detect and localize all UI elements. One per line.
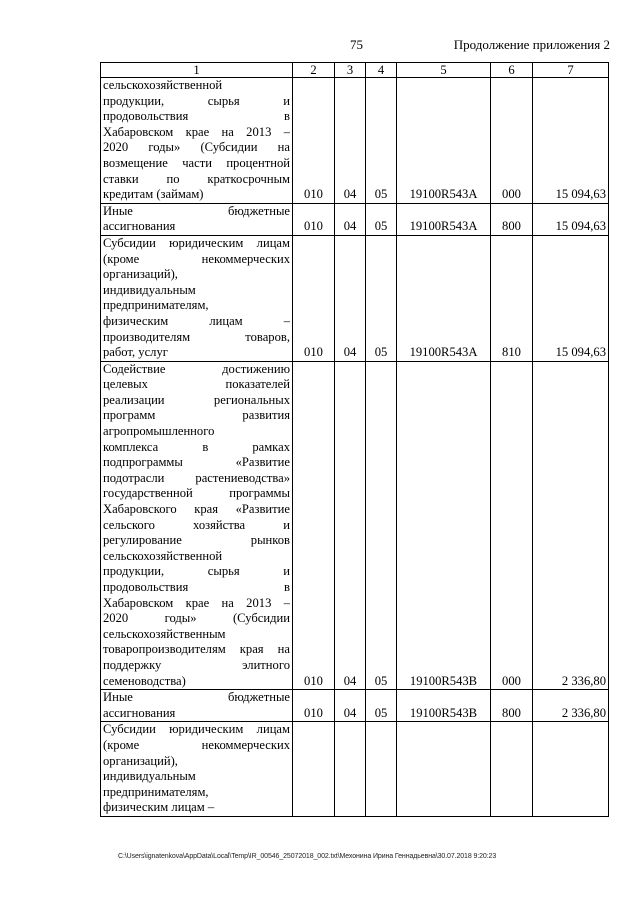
description-line: продукции, сырья и (103, 93, 290, 108)
column-header: 1 (101, 63, 293, 78)
amount-cell: 2 336,80 (533, 361, 609, 689)
description-line: Содействие достижению (103, 361, 290, 376)
description-line: Хабаровского края «Развитие (103, 502, 290, 517)
amount-cell: 15 094,63 (533, 203, 609, 235)
description-line: индивидуальным (103, 769, 196, 784)
description-line: предпринимателям, (103, 298, 209, 313)
column-header: 3 (335, 63, 366, 78)
description-line: агропромышленного (103, 424, 215, 439)
target-article-cell: 19100R543A (397, 235, 491, 361)
page-number: 75 (350, 37, 363, 52)
description-line: работ, услуг (103, 345, 168, 360)
section-code-cell: 04 (335, 78, 366, 204)
ministry-code-cell: 010 (293, 235, 335, 361)
ministry-code-cell: 010 (293, 361, 335, 689)
ministry-code-cell: 010 (293, 203, 335, 235)
description-line: 2020 годы» (Субсидии (103, 611, 290, 626)
description-line: сельскохозяйственной (103, 78, 223, 92)
row-description (101, 361, 293, 689)
description-line: ассигнования (103, 705, 176, 720)
subsection-code-cell: 05 (366, 203, 397, 235)
amount-cell: 2 336,80 (533, 690, 609, 722)
expense-type-cell: 000 (491, 361, 533, 689)
amount-cell: 15 094,63 (533, 78, 609, 204)
description-line: продовольствия в (103, 580, 290, 594)
ministry-code-cell: 010 (293, 690, 335, 722)
expense-type-cell: 800 (491, 203, 533, 235)
description-line: Хабаровском крае на 2013 – (103, 124, 290, 139)
description-line: подпрограммы «Развитие (103, 455, 290, 470)
description-line: сельскохозяйственной (103, 548, 223, 563)
subsection-code-cell (366, 722, 397, 817)
table-header-row (101, 63, 609, 78)
target-article-cell: 19100R543B (397, 361, 491, 689)
table-row (101, 690, 609, 722)
description-line: физическим лицам – (103, 800, 215, 815)
row-description (101, 722, 293, 817)
column-header: 5 (397, 63, 491, 78)
description-line: ставки по краткосрочным (103, 171, 290, 186)
table-row (101, 722, 609, 817)
description-line: возмещение части процентной (103, 155, 290, 170)
table-row (101, 203, 609, 235)
description-line: организаций), (103, 753, 178, 768)
target-article-cell (397, 722, 491, 817)
section-code-cell (335, 722, 366, 817)
section-code-cell: 04 (335, 690, 366, 722)
description-line: Иные бюджетные (103, 690, 290, 705)
description-line: продовольствия в (103, 109, 290, 124)
section-code-cell: 04 (335, 361, 366, 689)
description-line: реализации региональных (103, 392, 290, 407)
column-header: 2 (293, 63, 335, 78)
section-code-cell: 04 (335, 203, 366, 235)
description-line: Хабаровском крае на 2013 – (103, 595, 290, 610)
description-line: Иные бюджетные (103, 203, 290, 218)
description-line: индивидуальным (103, 282, 196, 297)
description-line: подотрасли растениеводства» (103, 470, 290, 485)
amount-cell: 15 094,63 (533, 235, 609, 361)
row-description (101, 235, 293, 361)
description-line: производителям товаров, (103, 329, 290, 344)
amount-cell (533, 722, 609, 817)
description-line: поддержку элитного (103, 657, 290, 672)
ministry-code-cell (293, 722, 335, 817)
table-row (101, 235, 609, 361)
subsection-code-cell: 05 (366, 78, 397, 204)
column-header: 4 (366, 63, 397, 78)
description-line: физическим лицам – (103, 313, 290, 328)
row-description (101, 78, 293, 204)
expense-type-cell: 800 (491, 690, 533, 722)
appendix-continuation-note: Продолжение приложения 2 (453, 37, 610, 52)
description-line: семеноводства) (103, 673, 186, 688)
section-code-cell: 04 (335, 235, 366, 361)
expense-type-cell: 000 (491, 78, 533, 204)
description-line: Субсидии юридическим лицам (103, 722, 290, 737)
description-line: программ развития (103, 408, 290, 423)
expense-type-cell: 810 (491, 235, 533, 361)
description-line: (кроме некоммерческих (103, 737, 290, 752)
column-header: 7 (533, 63, 609, 78)
row-description (101, 203, 293, 235)
subsection-code-cell: 05 (366, 690, 397, 722)
target-article-cell: 19100R543A (397, 203, 491, 235)
column-header: 6 (491, 63, 533, 78)
description-line: ассигнования (103, 219, 176, 234)
description-line: регулирование рынков (103, 533, 290, 548)
file-path-footer: C:\Users\ignatenkova\AppData\Local\Temp\IR_00546_25072018_002.txt\Мехонина Ирина Геннадьевна\30.07.2018 9:20:23 (118, 853, 497, 860)
description-line: комплекса в рамках (103, 439, 290, 454)
description-line: кредитам (займам) (103, 187, 204, 202)
row-description (101, 690, 293, 722)
description-line: предпринимателям, (103, 784, 209, 799)
budget-table (100, 62, 609, 817)
subsection-code-cell: 05 (366, 361, 397, 689)
target-article-cell: 19100R543B (397, 690, 491, 722)
description-line: сельского хозяйства и (103, 517, 290, 532)
description-line: организаций), (103, 267, 178, 282)
description-line: (кроме некоммерческих (103, 251, 290, 266)
description-line: товаропроизводителям края на (103, 642, 290, 657)
description-line: государственной программы (103, 486, 290, 501)
table-row (101, 361, 609, 689)
subsection-code-cell: 05 (366, 235, 397, 361)
target-article-cell: 19100R543A (397, 78, 491, 204)
table-row (101, 78, 609, 204)
description-line: 2020 годы» (Субсидии на (103, 140, 290, 155)
description-line: сельскохозяйственным (103, 626, 226, 641)
description-line: продукции, сырья и (103, 564, 290, 579)
expense-type-cell (491, 722, 533, 817)
description-line: целевых показателей (103, 377, 290, 392)
description-line: Субсидии юридическим лицам (103, 235, 290, 250)
ministry-code-cell: 010 (293, 78, 335, 204)
